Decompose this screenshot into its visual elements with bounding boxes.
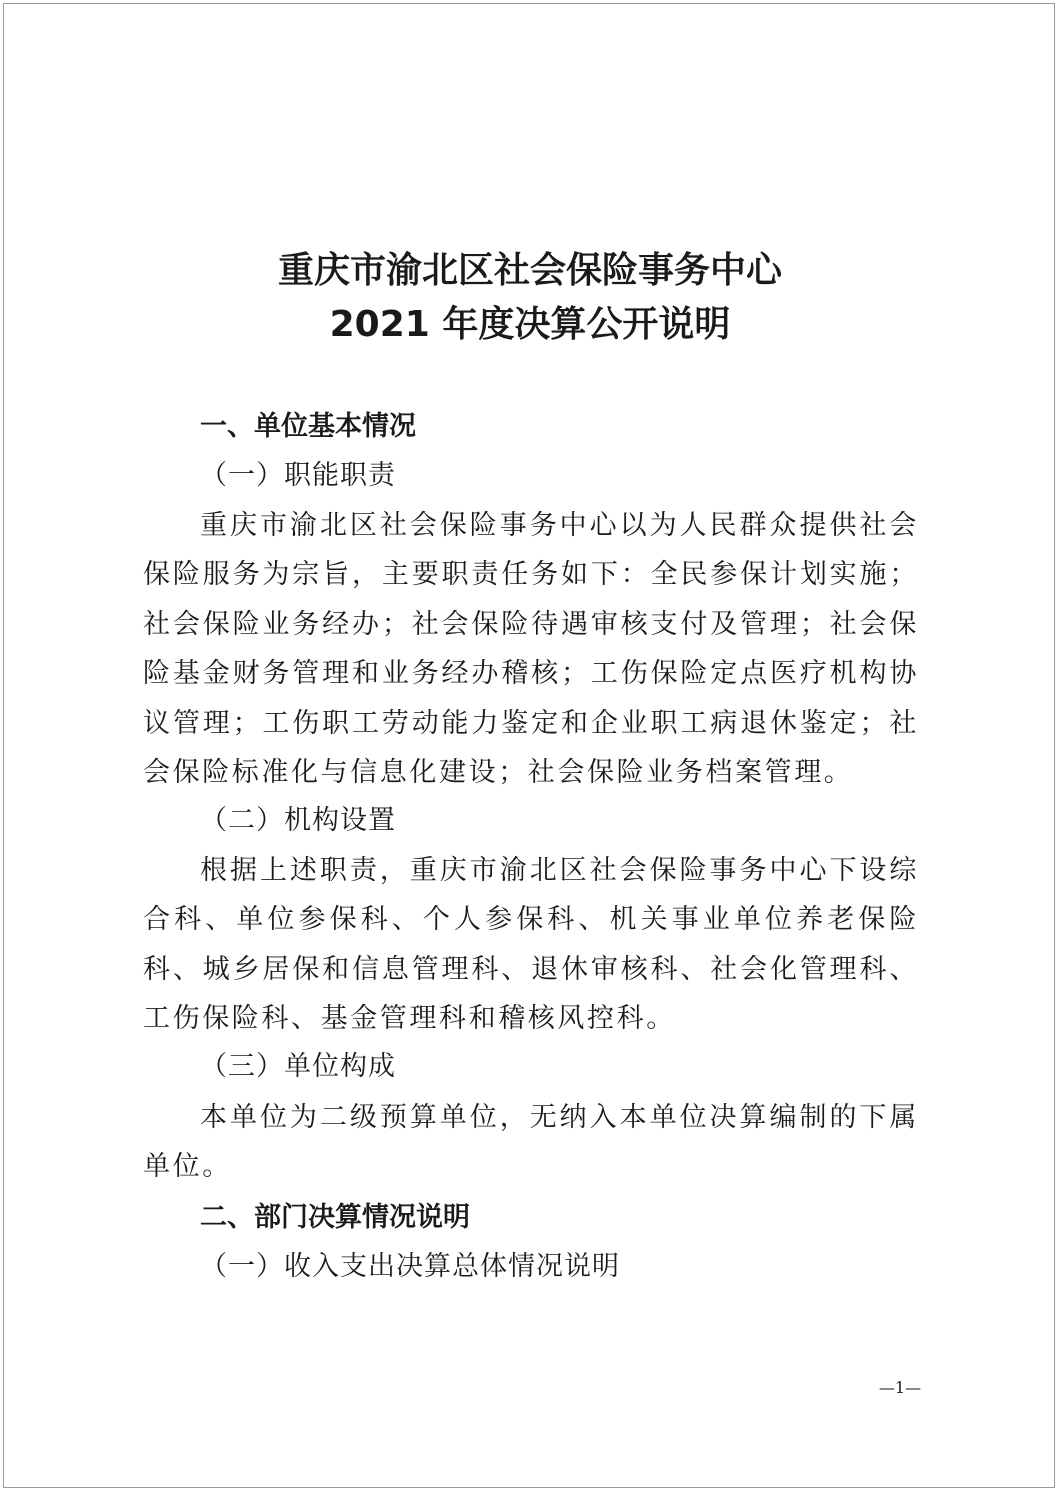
page-number: —1— bbox=[878, 1378, 922, 1397]
section1-sub1-heading: （一）职能职责 bbox=[200, 460, 396, 491]
section1-sub3-paragraph: 本单位为二级预算单位，无纳入本单位决算编制的下属单位。 bbox=[143, 1102, 919, 1183]
section1-sub3-heading: （三）单位构成 bbox=[200, 1051, 396, 1082]
section1-heading: 一、单位基本情况 bbox=[200, 411, 416, 442]
section2-sub1-heading: （一）收入支出决算总体情况说明 bbox=[200, 1251, 620, 1282]
document-title-line2: 2021 年度决算公开说明 bbox=[329, 304, 731, 345]
section2-heading: 二、部门决算情况说明 bbox=[200, 1202, 470, 1233]
document-title-line1: 重庆市渝北区社会保险事务中心 bbox=[277, 250, 782, 291]
section1-sub1-paragraph: 重庆市渝北区社会保险事务中心以为人民群众提供社会保险服务为宗旨，主要职责任务如下：全民参保计划实施；社会保险业务经办；社会保险待遇审核支付及管理；社会保险基金财务管理和业务经办稽核；工伤保险定点医疗机构协议管理；工伤职工劳动能力鉴定和企业职工病退休鉴定；社会保险标准化与信息化建设；社会保险业务档案管理。 bbox=[143, 510, 919, 789]
section1-sub2-heading: （二）机构设置 bbox=[200, 805, 396, 836]
section1-sub2-paragraph: 根据上述职责，重庆市渝北区社会保险事务中心下设综合科、单位参保科、个人参保科、机关事业单位养老保险科、城乡居保和信息管理科、退休审核科、社会化管理科、工伤保险科、基金管理科和稽核风控科。 bbox=[143, 855, 919, 1035]
